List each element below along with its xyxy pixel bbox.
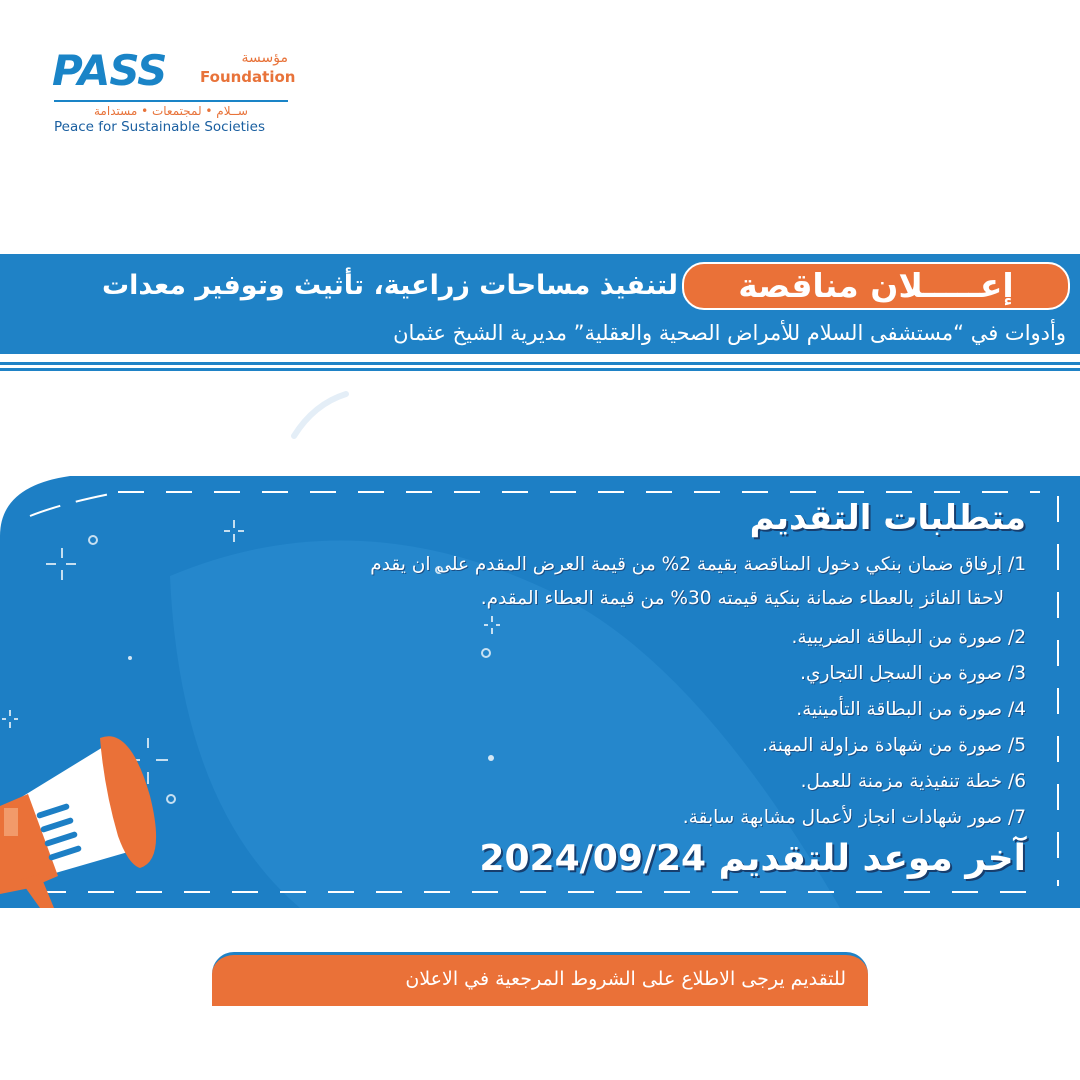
requirement-item-1 (146, 548, 1026, 620)
logo-divider (54, 100, 288, 102)
logo-arabic-name: مؤسسة (241, 50, 288, 66)
tender-tag-label: إعـــــلان مناقصة (738, 266, 1014, 305)
requirement-item-6: 6/ خطة تنفيذية مزمنة للعمل. (800, 771, 1026, 792)
requirement-item-7: 7/ صور شهادات انجاز لأعمال مشابهة سابقة. (682, 807, 1026, 828)
requirement-item-3: 3/ صورة من السجل التجاري. (800, 663, 1026, 684)
tender-tag (682, 262, 1070, 310)
requirement-1-line-2: لاحقا الفائز بالعطاء ضمانة بنكية قيمته 30% من قيمة العطاء المقدم. (480, 588, 1004, 609)
tender-banner (0, 254, 1080, 354)
requirements-panel (0, 476, 1080, 908)
banner-underline-2 (0, 368, 1080, 371)
terms-of-reference-note (212, 952, 868, 1006)
requirements-list (146, 548, 1026, 836)
requirements-title: متطلبات التقديم (749, 498, 1026, 538)
pass-foundation-logo (52, 48, 302, 138)
requirement-1-line-1: 1/ إرفاق ضمان بنكي دخول المناقصة بقيمة 2% من قيمة العرض المقدم على ان يقدم (370, 554, 1026, 575)
headline-line-2: وأدوات في “مستشفى السلام للأمراض الصحية والعقلية” مديرية الشيخ عثمان (393, 321, 1066, 345)
logo-arabic-tagline: ســلام • لمجتمعات • مستدامة (94, 104, 248, 118)
logo-english-tagline: Peace for Sustainable Societies (54, 119, 266, 135)
decorative-arrow-icon (290, 390, 350, 440)
requirement-item-2: 2/ صورة من البطاقة الضريبية. (791, 627, 1026, 648)
logo-mark: PASS (52, 46, 167, 95)
headline-line-1: لتنفيذ مساحات زراعية، تأثيث وتوفير معدات (101, 270, 678, 301)
submission-deadline: آخر موعد للتقديم 2024/09/24 (479, 838, 1026, 879)
requirement-item-4: 4/ صورة من البطاقة التأمينية. (796, 699, 1026, 720)
banner-underline-1 (0, 362, 1080, 365)
terms-of-reference-text: للتقديم يرجى الاطلاع على الشروط المرجعية في الاعلان (405, 968, 846, 990)
requirement-item-5: 5/ صورة من شهادة مزاولة المهنة. (761, 735, 1026, 756)
logo-english-name: Foundation (200, 68, 296, 86)
